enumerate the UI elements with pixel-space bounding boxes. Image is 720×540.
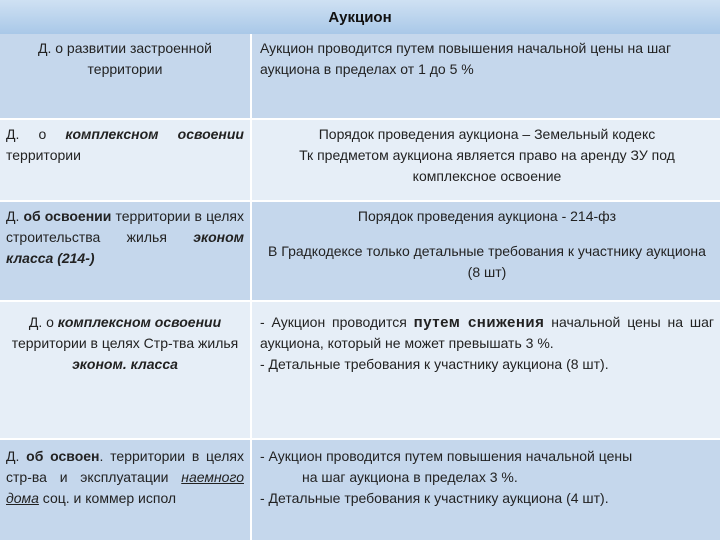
row-1-left-cell	[0, 34, 252, 118]
row-2-left-cell	[0, 120, 252, 200]
row-4-left-emphasis: комплексном освоении	[57, 314, 222, 330]
row-5-right-line-1b: на шаг аукциона в пределах 3 %.	[302, 469, 518, 485]
row-2-right-cell	[252, 120, 720, 200]
row-3-right-cell	[252, 202, 720, 300]
row-4-right-cell	[252, 302, 720, 438]
table-header	[0, 0, 720, 35]
row-4-left-emphasis-2: эконом. класса	[72, 356, 178, 372]
row-5-right-line-2: - Детальные требования к участнику аукциона (4 шт).	[260, 490, 609, 506]
row-5-left-text-a: Д.	[6, 448, 27, 464]
row-4-left-text-a: Д. о	[28, 314, 58, 330]
row-5-left-cell	[0, 440, 252, 540]
row-2-left-text-b: территории	[6, 147, 81, 163]
row-4-right-emphasis: путем снижения	[413, 314, 545, 331]
row-5-left-text-b: . территории в целях стр-ва и эксплуатации	[6, 448, 244, 485]
row-3-right-line-1: Порядок проведения аукциона - 214-фз	[357, 208, 617, 224]
spacer	[260, 227, 714, 241]
row-4-left-text-b: территории в целях Стр-тва жилья	[11, 335, 239, 351]
row-2-left-text-a: Д. о	[6, 126, 66, 142]
row-1-right-cell	[252, 34, 720, 118]
row-2-right-line-2: Тк предметом аукциона является право на аренду ЗУ под комплексное освоение	[299, 147, 675, 184]
row-5-left-text-c: соц. и коммер испол	[38, 490, 177, 506]
row-2-right-line-1: Порядок проведения аукциона – Земельный кодекс	[318, 126, 656, 142]
row-3-left-cell	[0, 202, 252, 300]
row-5-left-underlined: наемного дома	[6, 469, 244, 506]
row-4-left-cell	[0, 302, 252, 438]
table-row	[0, 120, 720, 200]
table-row	[0, 440, 720, 540]
row-1-right-text: Аукцион проводится путем повышения начальной цены на шаг аукциона в пределах от 1 до 5 %	[260, 40, 672, 77]
row-3-left-text-a: Д.	[6, 208, 24, 224]
row-3-left-emphasis: эконом класса (214-)	[6, 229, 244, 266]
row-5-left-bold: об освоен	[26, 448, 100, 464]
table-row	[0, 202, 720, 300]
table-title: Аукцион	[328, 8, 392, 26]
row-4-right-line-2: - Детальные требования к участнику аукциона (8 шт).	[260, 356, 609, 372]
row-5-right-cell	[252, 440, 720, 540]
table-row	[0, 302, 720, 438]
table-row	[0, 34, 720, 118]
row-4-right-text-b: начальной цены на шаг аукциона, который не может превышать 3 %.	[260, 314, 714, 351]
row-3-left-bold: об освоении	[23, 208, 112, 224]
row-3-left-text-b: территории в целях строительства жилья	[6, 208, 244, 245]
row-2-left-emphasis: комплексном освоении	[65, 126, 244, 142]
row-5-right-line-1: - Аукцион проводится путем повышения начальной цены	[260, 448, 633, 464]
row-3-right-line-2: В Градкодексе только детальные требования к участнику аукциона (8 шт)	[268, 243, 706, 280]
row-1-left-text: Д. о развитии застроенной территории	[37, 40, 212, 77]
row-4-right-text-a: - Аукцион проводится	[260, 314, 414, 330]
